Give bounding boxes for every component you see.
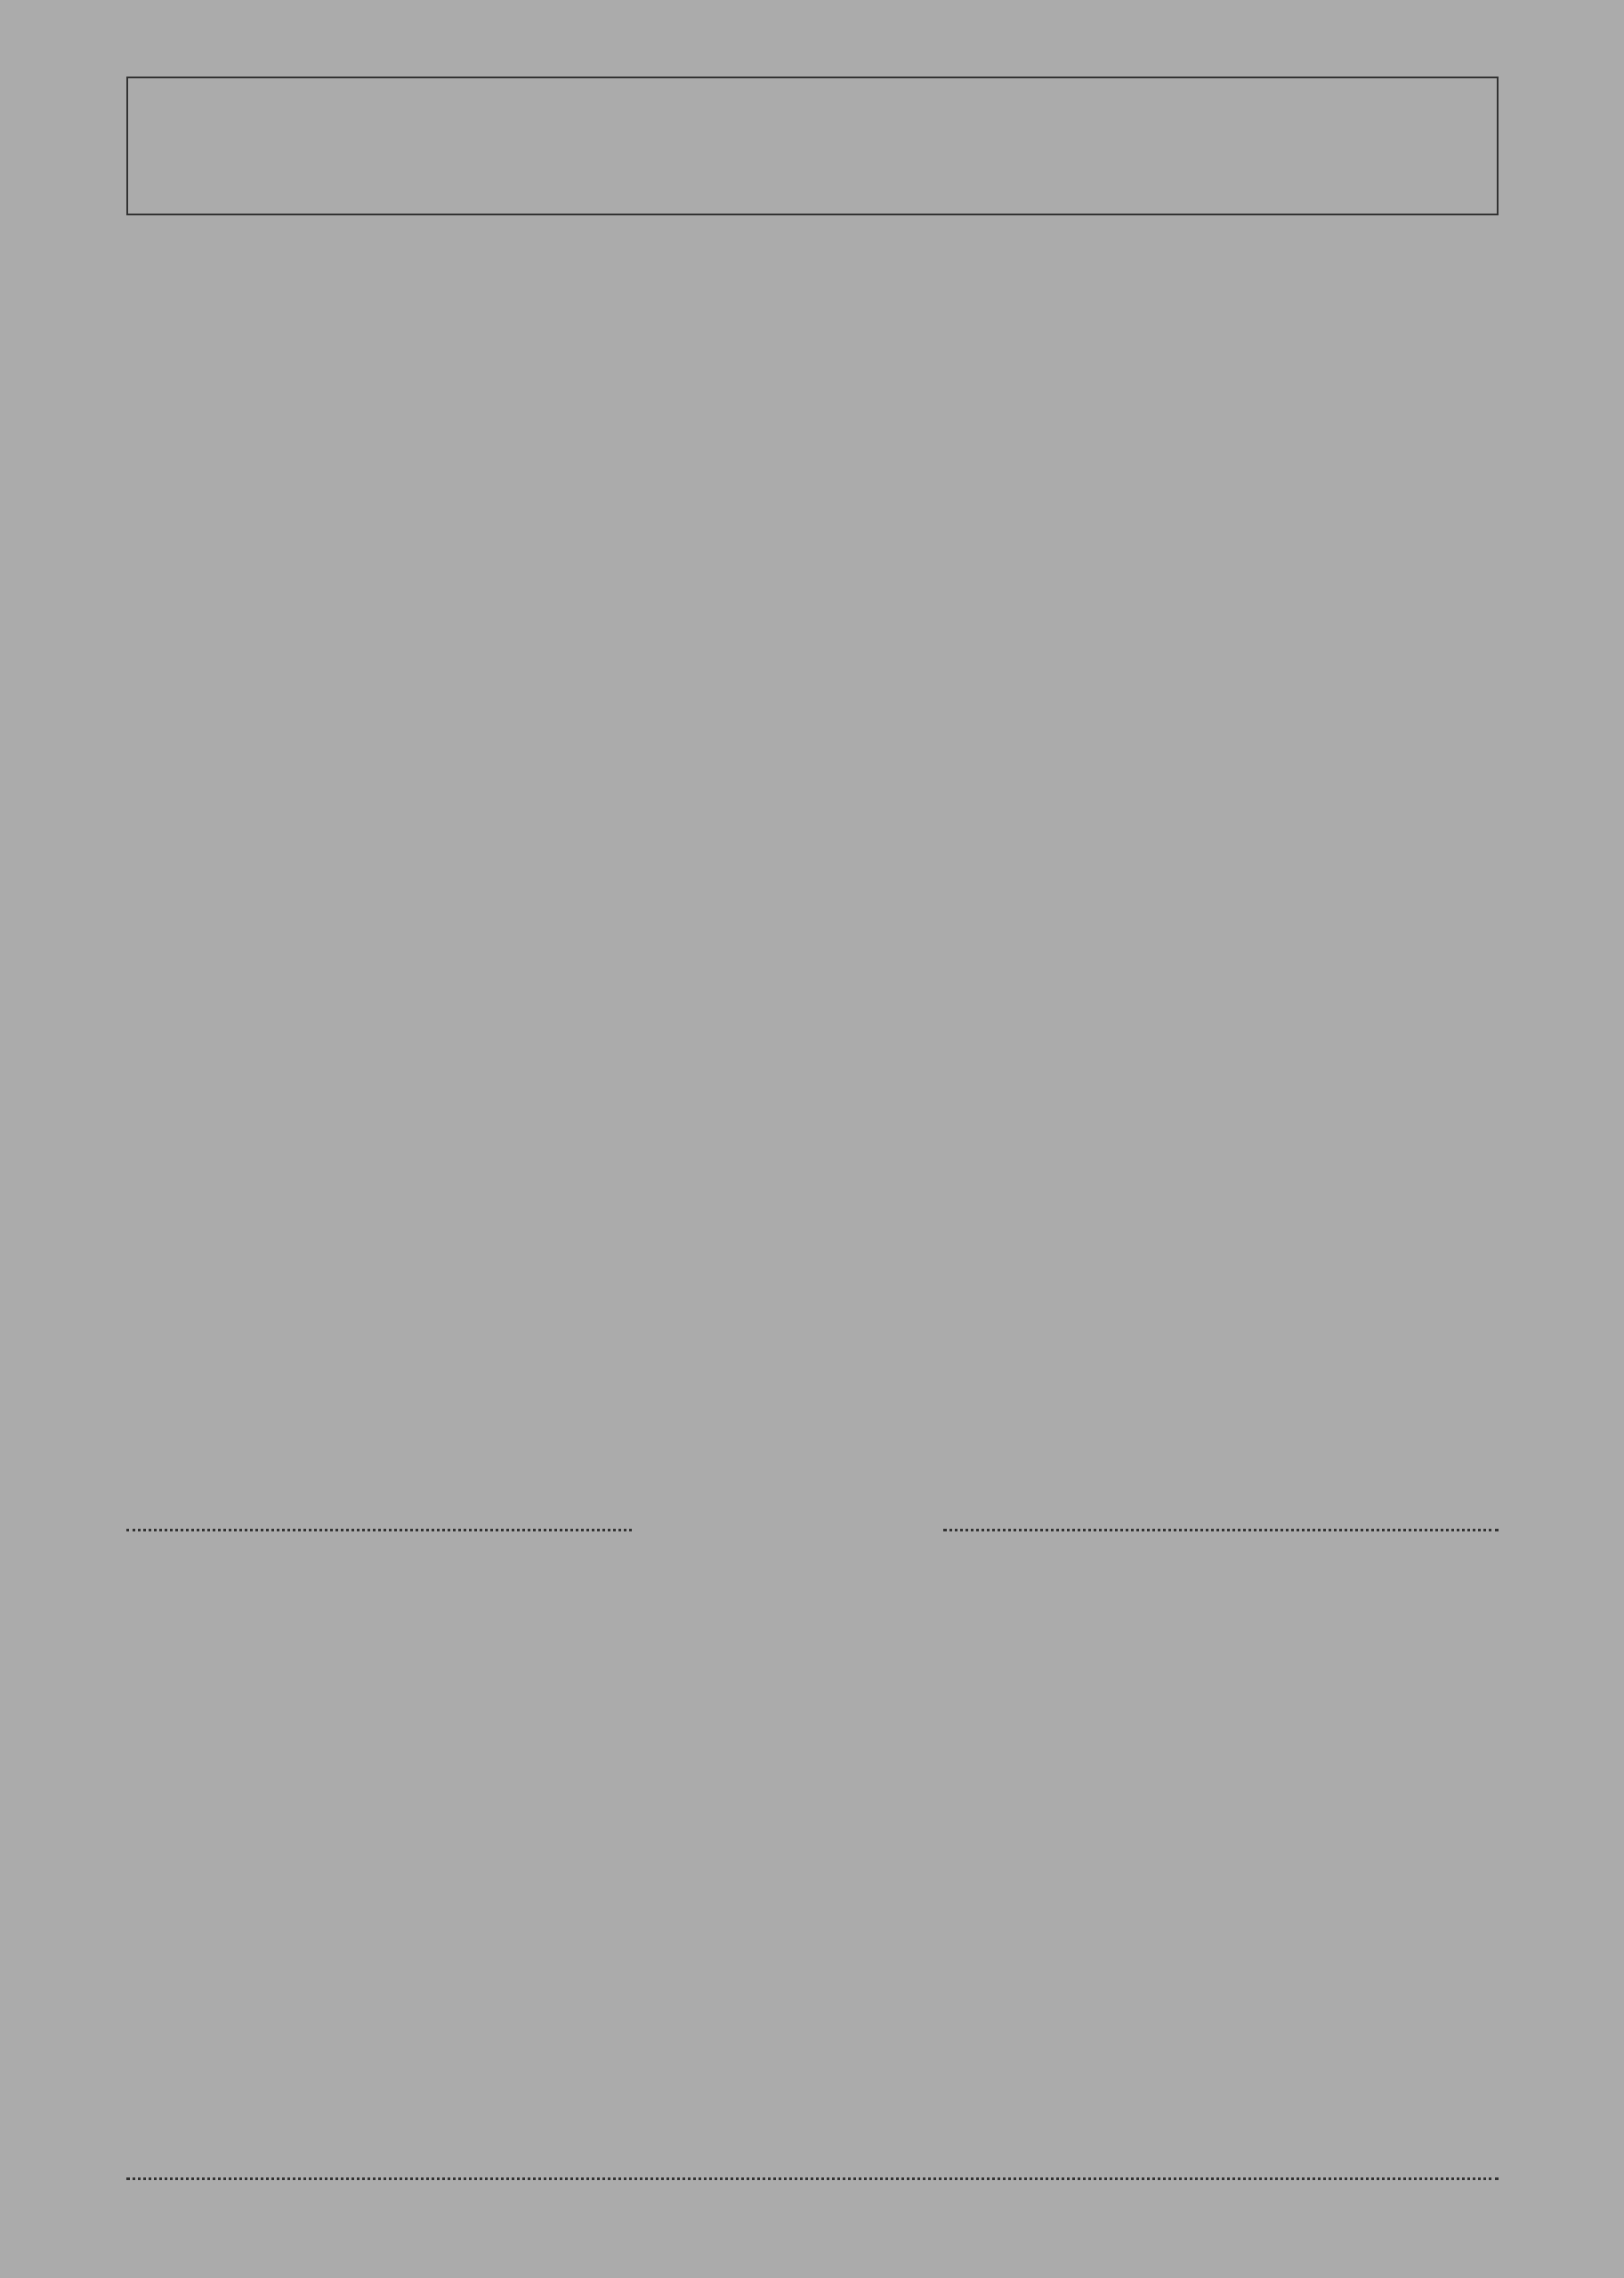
menu-title-box (126, 77, 1499, 215)
drink-divider-right (943, 1529, 1499, 1531)
bottom-divider (126, 2177, 1499, 2180)
drink-divider-left (126, 1529, 632, 1531)
